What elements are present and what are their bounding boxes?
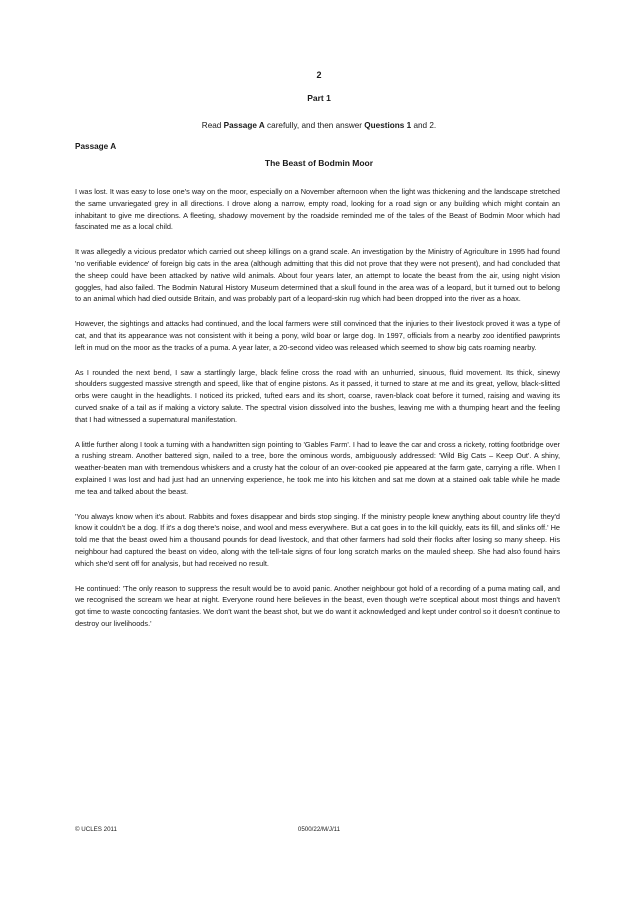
paragraph: He continued: 'The only reason to suppress the result would be to avoid panic. Another neighbour got hold of a recording of a puma mating call, and we recognised the scream we hear at night. Everyone round here believes in the beast, even though we're sceptical about most things and haven't got time to waste concocting fantasies. We don't want the beast shot, but we do want it acknowledged and kept under control so it doesn't continue to destroy our livelihoods.' <box>75 583 560 628</box>
instruction-post: and 2. <box>411 121 437 130</box>
footer-copyright: © UCLES 2011 <box>75 826 117 833</box>
paragraph: It was allegedly a vicious predator which carried out sheep killings on a grand scale. An investigation by the Ministry of Agriculture in 1995 had found 'no verifiable evidence' of foreign big cats in the area (although admitting that this did not prove that they were not present), and had concluded that the sheep could have been attacked by native wild animals. About four years later, an attempt to locate the beast from the air, using night vision goggles, had also failed. The Bodmin Natural History Museum determined that a skull found in the area was of a leopard, but it turned out to belong to an animal which had died outside Britain, and was probably part of a leopard-skin rug which had been dropped into the river as a hoax. <box>75 247 560 304</box>
footer-paper-code: 0500/22/M/J/11 <box>297 826 341 833</box>
page-number: 2 <box>316 70 322 80</box>
instruction-passage-ref: Passage A <box>223 121 265 130</box>
part-title: Part 1 <box>307 93 331 103</box>
paragraph: However, the sightings and attacks had continued, and the local farmers were still convinced that the injuries to their livestock proved it was a type of cat, and that its appearance was not consistent with it being a pony, wild boar or large dog. In 1997, officials from a nearby zoo identified pawprints left in mud on the moor as the tracks of a puma. A year later, a 20-second video was released which seemed to show big cats roaming nearby. <box>75 319 560 352</box>
paragraph: As I rounded the next bend, I saw a startlingly large, black feline cross the road with an unhurried, sinuous, fluid movement. Its thick, sinewy shoulders suggested massive strength and speed, like that of engine pistons. As it passed, it turned to stare at me and its great, yellow, black-slitted orbs were caught in the headlights. I noticed its pricked, tufted ears and its short, coarse, raven-black coat before it turned, raising and waving its curved snake of a tail as if making a victory salute. The spectral vision dissolved into the bushes, leaving me with a thumping heart and the feeling that I had witnessed a supernatural manifestation. <box>75 367 560 424</box>
instruction-mid: carefully, and then answer <box>264 121 365 130</box>
instruction-text <box>0 121 638 130</box>
passage-label: Passage A <box>75 142 117 151</box>
paragraph: A little further along I took a turning with a handwritten sign pointing to 'Gables Farm'. I had to leave the car and cross a rickety, rotting footbridge over a rushing stream. Another battered sign, nailed to a tree, bore the ominous words, ambiguously addressed: 'Wild Big Cats – Keep Out'. A shiny, weather-beaten man with tremendous whiskers and a crusty hat the colour of an over-cooked pie appeared at the farm gate, carrying a rifle. When I explained I was lost and had just had an unnerving experience, he took me into his kitchen and sat me down at a stained oak table while he made me tea and talked about the beast. <box>75 439 560 496</box>
instruction-pre: Read <box>201 121 224 130</box>
passage-body <box>75 186 560 643</box>
instruction-questions-ref: Questions 1 <box>364 121 412 130</box>
paragraph: I was lost. It was easy to lose one's way on the moor, especially on a November afternoon when the light was thickening and the landscape stretched the same unvariegated grey in all directions. I drove along a narrow, empty road, looking for a road sign or any building which might contain an inhabitant to give me directions. A fleeting, shadowy movement by the roadside reminded me of the tales of the Beast of Bodmin Moor which had fascinated me as a local child. <box>75 187 560 232</box>
passage-title: The Beast of Bodmin Moor <box>264 158 374 168</box>
paragraph: 'You always know when it's about. Rabbits and foxes disappear and birds stop singing. If the ministry people knew anything about country life they'd know it couldn't be a dog. If it's a dog there's noise, and wool and mess everywhere. But a cat goes in to the kill quickly, eats its fill, and slinks off.' He told me that the beast owed him a thousand pounds for dead livestock, and that other farmers had sold their flocks after losing so many sheep. His neighbour had captured the beast on video, along with the tell-tale signs of four long scratch marks on the mauled sheep. She had also found hairs which she'd sent off for analysis, but had received no result. <box>75 511 560 568</box>
